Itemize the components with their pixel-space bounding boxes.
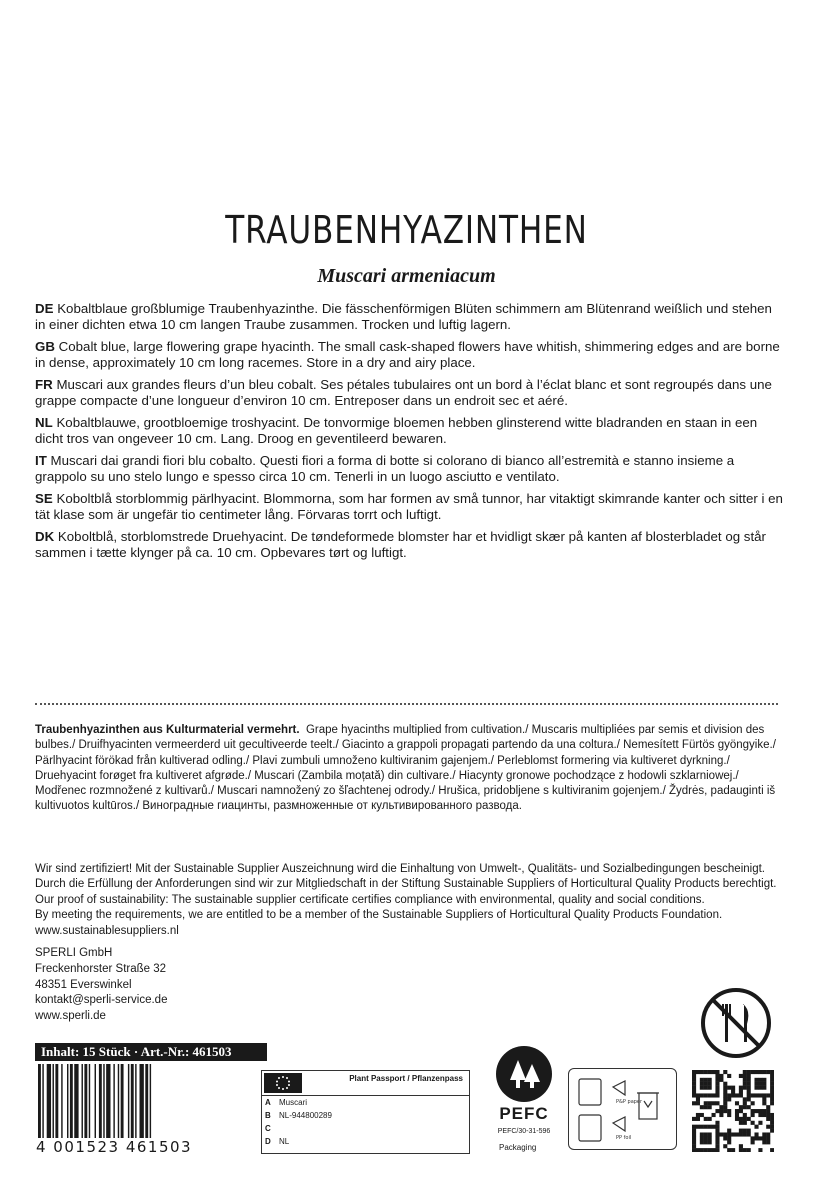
certification-block [35, 862, 780, 939]
origin-statement: Traubenhyazinthen aus Kulturmaterial vermehrt. Grape hyacinths multiplied from cultivation./ Muscaris multipliées par semis et division des bulbes./ Druifhyacinten vermeerderd uit gecultiveerde teelt./ Giacinto a grappoli propagati partendo da una coltura./ Nemesített Fürtös gyöngyike./ Pärlhyacint förökad från kultiverad odling./ Plavi zumbuli umnoženo kultiviranim gajenjem./ Perleblomst formering via kultiveret dyrkning./ Druehyacint forøget fra kultiveret afgrøde./ Muscari (Zambila moțată) din cultivare./ Hiacynty gronowe pochodzące z hodowli szklarniowej./ Modřenec rozmnožené z kultivarů./ Muscari namnožený zo šľachtenej odrody./ Hrušica, pridobljene s kultiviranim gojenjem./ Žydrės, padauginti iš kultivuotos kultūros./ Виноградные гиацинты, размноженные от культивированного развода. [35, 724, 776, 813]
no-food-icon [699, 986, 773, 1060]
paper-bag-icon [569, 1069, 676, 1149]
description-it: IT Muscari dai grandi fiori blu cobalto. Questi fiori a forma di botte si colorano di bianco all’estremità e stanno insieme a grappolo su uno stelo lungo e spesso circa 10 cm. Tenerli in un luogo asciutto e ventilato. [35, 453, 735, 484]
description-dk: DK Koboltblå, storblomstrede Druehyacint. De tøndeformede blomster har et hvidligt skær på kanten af blosterbladet og står sammen i tætte klynger på ca. 10 cm. Opbevares tørt og luftigt. [35, 529, 766, 560]
passport-title: Plant Passport / Pflanzenpass [349, 1074, 463, 1083]
description-nl: NL Kobaltblauwe, grootbloemige troshyacint. De tonvormige bloemen hebben glinsterend witte bladranden en staan in een dicht tros van ongeveer 10 cm. Lang. Droog en geventileerd bewaren. [35, 415, 758, 446]
cert-line-2: Durch die Erfüllung der Anforderungen sind wir zur Mitgliedschaft in der Stiftung Sustainable Suppliers of Horticultural Quality Products berechtigt. [35, 878, 777, 891]
passport-row-a: A Muscari [265, 1098, 308, 1107]
cert-line-3: Our proof of sustainability: The sustainable supplier certificate certifies compliance with environmental, quality and social conditions. [35, 893, 705, 906]
street: Freckenhorster Straße 32 [35, 962, 167, 975]
passport-header [262, 1071, 469, 1096]
description-fr: FR Muscari aux grandes fleurs d’un bleu cobalt. Ses pétales tubulaires ont un bord à l’éclat blanc et sont regroupés dans une grappe compacte d’une longueur d’environ 10 cm. Entreposer dans un endroit sec et aéré. [35, 377, 772, 408]
foil-label: PP foil [616, 1135, 632, 1141]
description-block [35, 301, 785, 567]
pap-label: P&P paper [616, 1099, 643, 1105]
passport-row-b: B NL-944800289 [265, 1111, 332, 1120]
plant-passport [261, 1070, 470, 1154]
cert-line-4: By meeting the requirements, we are entitled to be a member of the Sustainable Suppliers of Horticultural Quality Products Foundation. [35, 909, 723, 922]
email-link[interactable]: kontakt@sperli-service.de [35, 994, 168, 1007]
pefc-label: PEFC [499, 1104, 549, 1123]
passport-row-d: D NL [265, 1137, 290, 1146]
description-se: SE Koboltblå storblommig pärlhyacint. Blommorna, som har formen av små tunnor, har vitaktigt skimrande kanter och sitter i en tät klase som är ungefär tio centimeter lång. Förvaras torrt och luftigt. [35, 491, 783, 522]
dotted-divider [35, 703, 778, 705]
description-gb: GB Cobalt blue, large flowering grape hyacinth. The small cask-shaped flowers have whitish, shimmering edges and are borne in dense, approximately 10 cm long racemes. Store in a dry and airy place. [35, 339, 780, 370]
company-address [35, 946, 167, 1025]
eu-flag-icon [264, 1073, 302, 1093]
pefc-code: PEFC/30-31-596 [497, 1128, 551, 1135]
packaging-box [568, 1068, 677, 1150]
packaging-label: Packaging [499, 1143, 537, 1152]
pefc-tree-icon [496, 1046, 552, 1102]
cert-link[interactable]: www.sustainablesuppliers.nl [35, 924, 179, 937]
passport-row-c: C [265, 1124, 271, 1133]
pefc-logo [484, 1046, 564, 1135]
description-de: DE Kobaltblaue großblumige Traubenhyazinthe. Die fässchenförmigen Blüten schimmern am Blütenrand weißlich und stehen in einer dichten etwa 10 cm langen Traube zusammen. Trocken und luftig lagern. [35, 301, 772, 332]
cert-line-1: Wir sind zertifiziert! Mit der Sustainable Supplier Auszeichnung wird die Einhaltung von Umwelt-, Qualitäts- und Sozialbedingungen bescheinigt. [35, 863, 765, 875]
city: 48351 Everswinkel [35, 978, 132, 991]
page-title: TRAUBENHYAZINTHEN [225, 208, 588, 252]
content-article-banner: Inhalt: 15 Stück · Art.-Nr.: 461503 [35, 1043, 267, 1061]
barcode-number: 4 001523 461503 [36, 1138, 193, 1156]
company-name: SPERLI GmbH [35, 947, 113, 959]
qr-code-icon[interactable] [692, 1070, 774, 1152]
website-link[interactable]: www.sperli.de [35, 1010, 106, 1023]
botanical-name: Muscari armeniacum [317, 265, 496, 287]
